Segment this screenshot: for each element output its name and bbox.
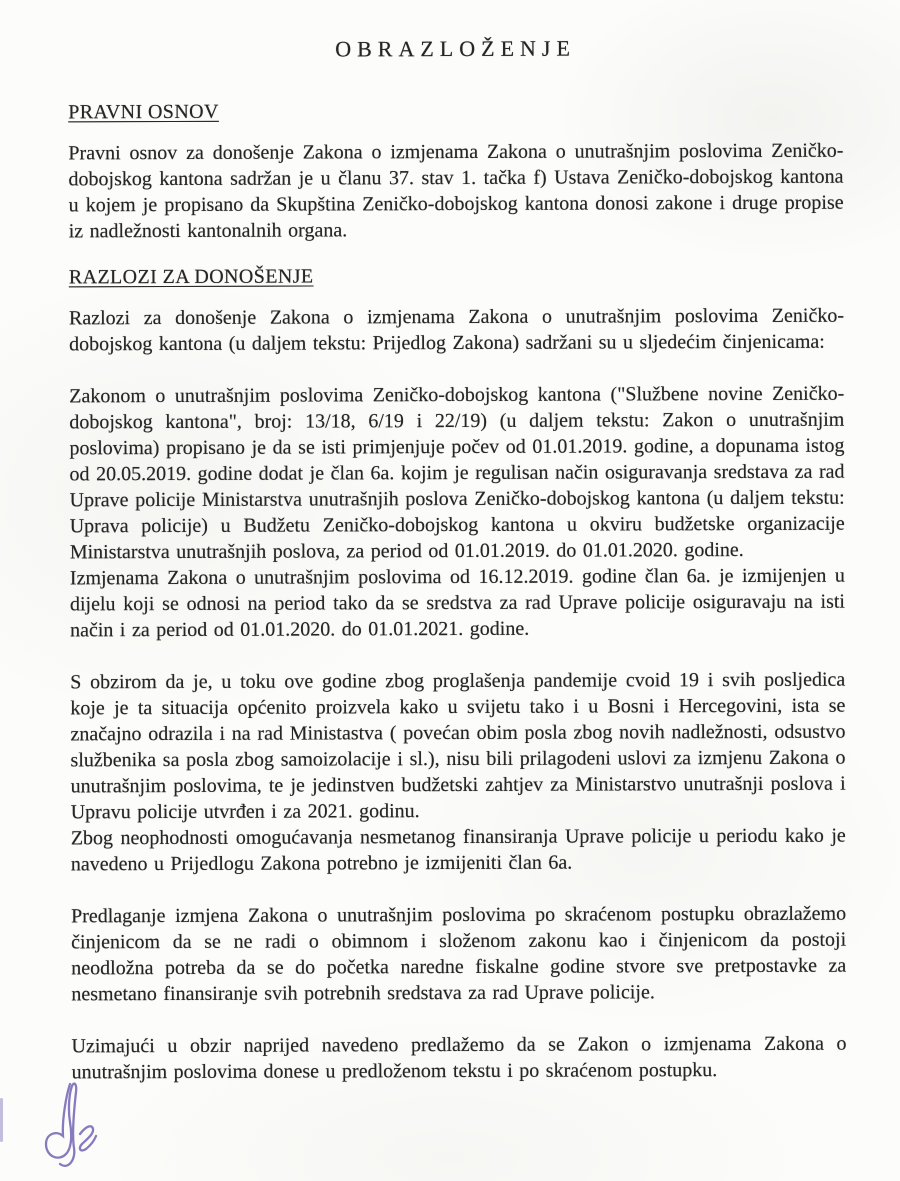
handwritten-initials-signature — [36, 1078, 106, 1173]
paragraph-block — [69, 303, 844, 358]
section-heading-pravni-osnov: PRAVNI OSNOV — [68, 100, 219, 124]
paragraph-razlozi-uvod: Razlozi za donošenje Zakona o izmjenama Zakona o unutrašnjim poslovima Zeničko-dobojskog kantona (u daljem tekstu: Prijedlog Zakona) sadržani su u sljedećim činjenicama: — [68, 304, 845, 356]
paragraph-izmjenama-zakona: Izmjenama Zakona o unutrašnjim poslovima od 16.12.2019. godine član 6a. je izmijenjen u dijelu koji se odnosi na period tako da se sredstva za rad Uprave policije osiguravaju na isti način i za period od 01.01.2020. do 01.01.2021. godine. — [69, 564, 846, 642]
paragraph-predlaganje-izmjena: Predlaganje izmjena Zakona o unutrašnjim poslovima po skraćenom postupku obrazlažemo činjenicom da se ne radi o obimnom i složenom zakonu kao i činjenicom da postoji neodložna potreba da se do početka naredne fiskalne godine stvore sve pretpostavke za nesmetano finansiranje svih potrebnih sredstava za rad Uprave policije. — [71, 902, 847, 1006]
paragraph-block — [69, 381, 845, 644]
paragraph-uzimajuci-u-obzir: Uzimajući u obzir naprijed navedeno predlažemo da se Zakon o izmjenama Zakona o unutrašnjim poslovima donese u predloženom tekstu i po skraćenom postupku. — [71, 1032, 847, 1084]
paragraph-block — [68, 138, 843, 245]
paragraph-pravni-osnov: Pravni osnov za donošenje Zakona o izmjenama Zakona o unutrašnjim poslovima Zeničko-dobojskog kantona sadržan je u članu 37. stav 1. tačka f) Ustava Zeničko-dobojskog kantona u kojem je propisano da Skupština Zeničko-dobojskog kantona donosi zakone i druge propise iz nadležnosti kantonalnih organa. — [68, 139, 844, 243]
paragraph-zbog-neophodnosti: Zbog neophodnosti omogućavanja nesmetanog finansiranja Uprave policije u periodu kako je navedeno u Prijedlogu Zakona potrebno je izmijeniti član 6a. — [70, 824, 846, 876]
section-heading-razlozi-za-donosenje: RAZLOZI ZA DONOŠENJE — [68, 265, 314, 289]
scan-edge-ink-artifact — [0, 1098, 3, 1142]
paragraph-s-obzirom-pandemija: S obzirom da je, u toku ove godine zbog proglašenja pandemije cvoid 19 i svih posljedica koje je ta situacija općenito proizvela kako u svijetu tako i u Bosni i Hercegovini, ista se značajno odrazila i na rad Ministastva ( povećan obim posla zbog novih nadležnosti, odsustvo službenika sa posla zbog samoizolacije i sl.), nisu bili prilagodeni uslovi za izmjenu Zakona o unutrašnjim poslovima, te je jedinstven budžetski zahtjev za Ministarstvo unutrašnji poslova i Upravu policije utvrđen i za 2021. godinu. — [70, 668, 846, 824]
paragraph-block — [71, 1031, 846, 1086]
document-content — [68, 35, 847, 1086]
paragraph-zakonom-o-unutrasnjim: Zakonom o unutrašnjim poslovima Zeničko-dobojskog kantona ("Službene novine Zeničko-dobojskog kantona", broj: 13/18, 6/19 i 22/19) (u daljem tekstu: Zakon o unutrašnjim poslovima) propisano je da se isti primjenjuje počev od 01.01.2019. godine, a dopunama istog od 20.05.2019. godine dodat je član 6a. kojim je regulisan način osiguravanja sredstava za rad Uprave policije Ministarstva unutrašnjih poslova Zeničko-dobojskog kantona (u daljem tekstu: Uprava policije) u Budžetu Zeničko-dobojskog kantona u okviru budžetske organizacije Ministarstva unutrašnjih poslova, za period od 01.01.2019. do 01.01.2020. godine. — [69, 382, 845, 564]
document-title: OBRAZLOŽENJE — [335, 35, 576, 62]
paragraph-block — [70, 667, 846, 878]
signature-ink-icon — [36, 1078, 106, 1173]
paragraph-block — [71, 901, 846, 1008]
